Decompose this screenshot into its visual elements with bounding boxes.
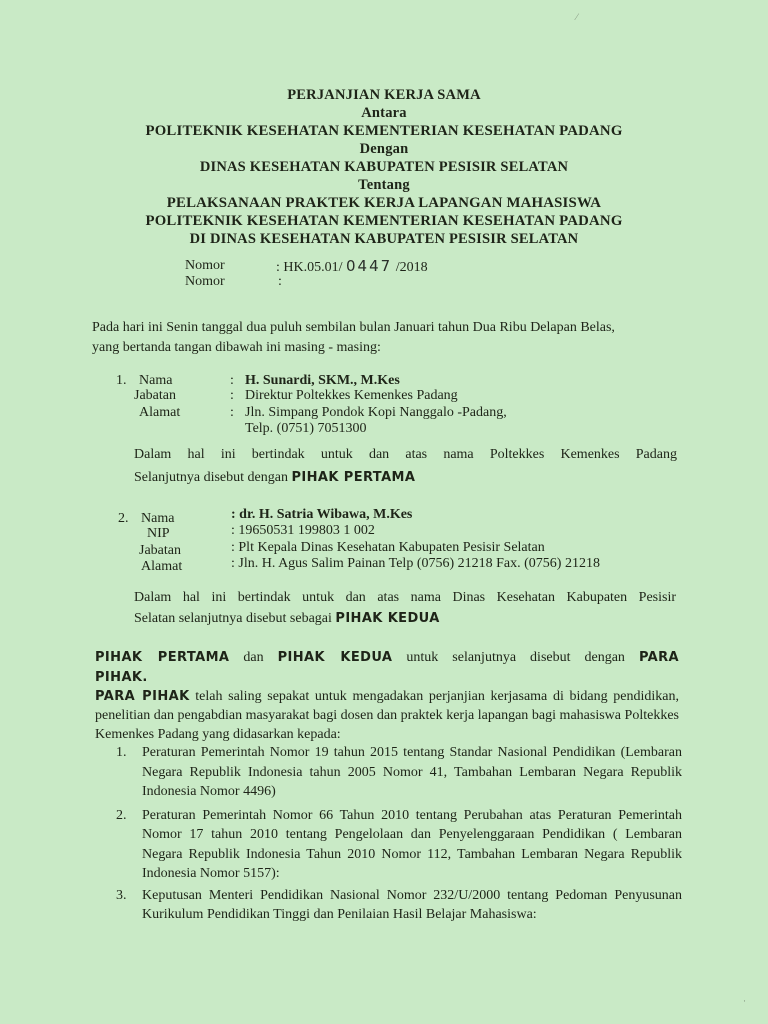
legal-basis-list <box>116 743 682 927</box>
party1-desc: Dalam hal ini bertindak untuk dan atas nama Poltekkes Kemenkes Padang <box>134 447 677 462</box>
nomor-suffix: /2018 <box>395 260 428 275</box>
list-number: 1. <box>116 745 127 760</box>
party1-colon: : <box>230 388 234 403</box>
list-item <box>116 886 682 925</box>
list-text: Keputusan Menteri Pendidikan Nasional Nomor 232/U/2000 tentang Pedoman Penyusunan Kurikulum Pendidikan Tinggi dan Penilaian Hasil Belajar Mahasiswa: <box>142 887 682 922</box>
party1-desc-text: Selanjutnya disebut dengan <box>134 470 292 485</box>
title-line: DI DINAS KESEHATAN KABUPATEN PESISIR SELATAN <box>189 231 579 247</box>
party1-label-jabatan: Jabatan <box>134 388 176 403</box>
party2-jabatan: : Plt Kepala Dinas Kesehatan Kabupaten Pesisir Selatan <box>231 540 545 555</box>
agreement-paragraph <box>95 687 679 744</box>
title-line: Antara <box>361 105 407 121</box>
connector-text: dan <box>229 650 278 665</box>
title-line: PELAKSANAAN PRAKTEK KERJA LAPANGAN MAHASISWA <box>166 195 602 211</box>
para-pihak-line <box>95 649 679 667</box>
para-term: PARA <box>638 650 680 665</box>
title-line: PERJANJIAN KERJA SAMA <box>287 87 481 103</box>
party2-label-nip: NIP <box>147 526 170 541</box>
party1-jabatan: Direktur Poltekkes Kemenkes Padang <box>245 388 458 403</box>
para-pihak-term: PARA PIHAK <box>95 689 190 704</box>
title-line: Dengan <box>359 141 409 157</box>
party1-colon: : <box>230 373 234 388</box>
title-line: POLITEKNIK KESEHATAN KEMENTERIAN KESEHATAN PADANG <box>145 123 623 139</box>
pihak-term: PIHAK. <box>95 670 148 685</box>
party1-label-alamat: Alamat <box>139 405 181 420</box>
document-title-block <box>0 86 768 248</box>
list-text: Peraturan Pemerintah Nomor 66 Tahun 2010 tentang Perubahan atas Peraturan Pemerintah Nomor 17 tahun 2010 tentang Pengelolaan dan Penyelenggaraan Pendidikan ( Lembaran Negara Republik Indonesia Tahun 2010 Nomor 112, Tambahan Lembaran Negara Republik Indonesia Nomor 5157): <box>142 807 682 881</box>
list-item <box>116 743 682 802</box>
list-text: Peraturan Pemerintah Nomor 19 tahun 2015 tentang Standar Nasional Pendidikan (Lembaran Negara Republik Indonesia tahun 2005 Nomor 41, Tambahan Lembaran Negara Republik Indonesia Nomor 4496) <box>142 745 682 799</box>
connector-text: untuk selanjutnya disebut dengan <box>392 650 639 665</box>
handwritten-number: 0447 <box>346 257 393 275</box>
list-item <box>116 806 682 884</box>
agreement-text: telah saling sepakat untuk mengadakan perjanjian kerjasama di bidang pendidikan, penelitian dan pengabdian masyarakat bagi dosen dan praktek kerja lapangan bagi mahasiswa Poltekkes Kemenkes Padang yang didasarkan kepada: <box>95 689 680 742</box>
nomor-prefix: : HK.05.01/ <box>276 260 343 275</box>
party1-colon: : <box>230 405 234 420</box>
party2-desc-text: Selatan selanjutnya disebut sebagai <box>134 611 336 626</box>
pihak-pertama-term: PIHAK PERTAMA <box>291 470 416 485</box>
list-number: 3. <box>116 887 127 903</box>
party2-label-alamat: Alamat <box>141 559 183 574</box>
party1-telp: Telp. (0751) 7051300 <box>245 421 367 436</box>
nomor-label: Nomor <box>185 258 225 273</box>
party2-label-nama: Nama <box>141 511 175 526</box>
nomor-label-2: Nomor <box>185 274 225 289</box>
pihak-kedua-term: PIHAK KEDUA <box>335 611 440 626</box>
party2-nip: : 19650531 199803 1 002 <box>231 523 375 538</box>
scan-speck: · <box>743 996 746 1006</box>
party1-number: 1. <box>116 373 127 388</box>
list-number: 2. <box>116 807 127 823</box>
intro-line: yang bertanda tangan dibawah ini masing - masing: <box>92 340 381 355</box>
party2-nama: : dr. H. Satria Wibawa, M.Kes <box>231 507 413 522</box>
title-line: POLITEKNIK KESEHATAN KEMENTERIAN KESEHATAN PADANG <box>145 213 623 229</box>
party1-label-nama: Nama <box>139 373 173 388</box>
party2-alamat: : Jln. H. Agus Salim Painan Telp (0756) 21218 Fax. (0756) 21218 <box>231 556 600 571</box>
pihak-kedua-term: PIHAK KEDUA <box>277 650 393 665</box>
nomor-value-2: : <box>278 274 282 289</box>
party1-alamat: Jln. Simpang Pondok Kopi Nanggalo -Padang, <box>245 405 507 420</box>
party2-desc: Dalam hal ini bertindak untuk dan atas nama Dinas Kesehatan Kabupaten Pesisir <box>134 590 676 605</box>
pihak-pertama-term: PIHAK PERTAMA <box>95 650 230 665</box>
title-line: DINAS KESEHATAN KABUPATEN PESISIR SELATAN <box>199 159 569 175</box>
party1-desc-2 <box>134 469 415 487</box>
scan-speck: ⁄ <box>576 12 578 22</box>
party1-nama: H. Sunardi, SKM., M.Kes <box>245 373 400 388</box>
party2-number: 2. <box>118 511 129 526</box>
nomor-value <box>276 257 428 277</box>
title-line: Tentang <box>358 177 410 193</box>
intro-line: Pada hari ini Senin tanggal dua puluh sembilan bulan Januari tahun Dua Ribu Delapan Belas, <box>92 320 615 335</box>
party2-label-jabatan: Jabatan <box>139 543 181 558</box>
party2-desc-2 <box>134 610 440 628</box>
